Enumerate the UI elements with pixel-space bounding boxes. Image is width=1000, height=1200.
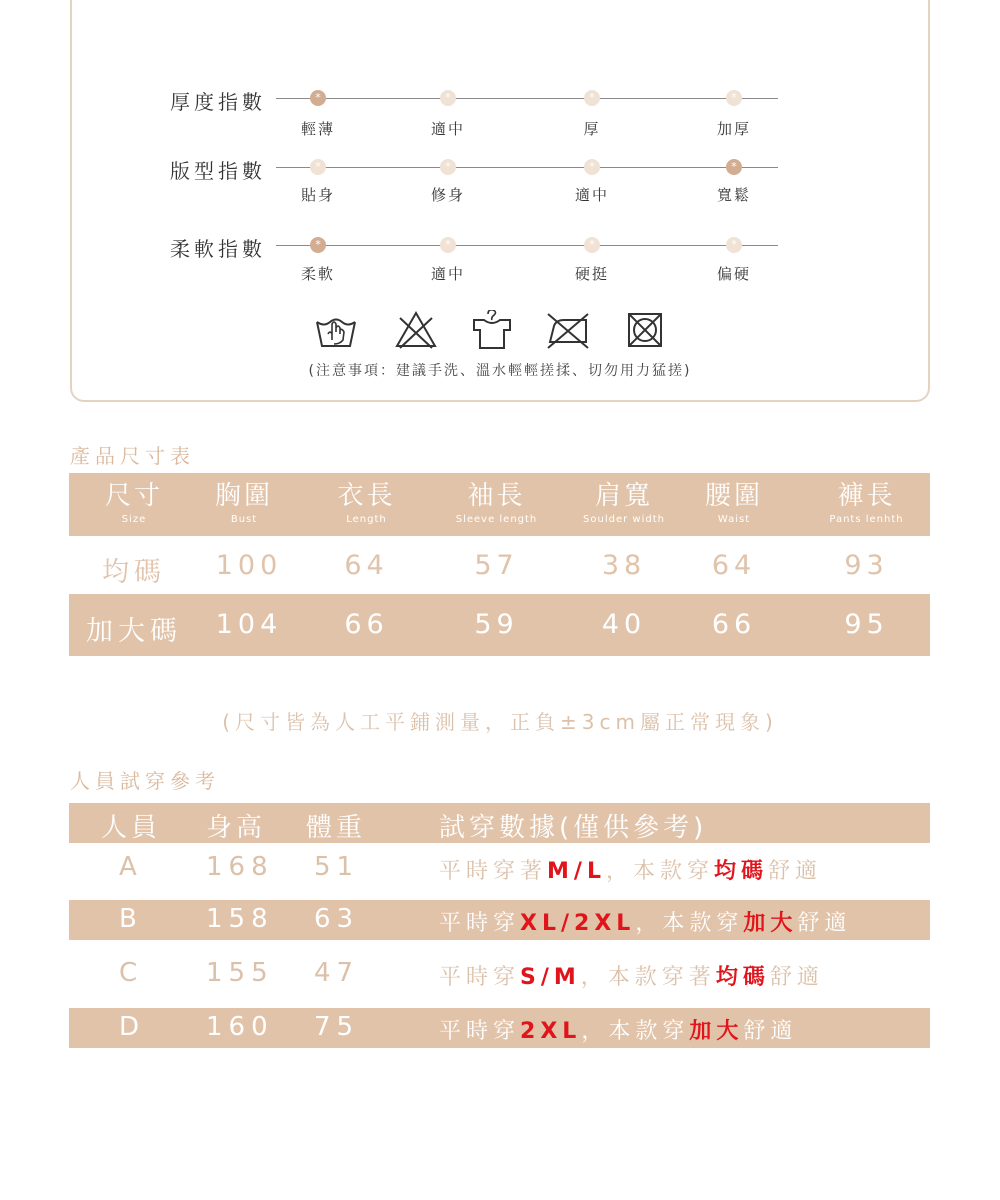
person-cell: B — [119, 904, 143, 934]
fitting-header — [69, 803, 930, 843]
scale-option: 厚 — [583, 120, 601, 138]
scale-dot: * — [440, 90, 456, 106]
size-table-row — [69, 594, 930, 656]
scale-dot: * — [584, 159, 600, 175]
scale-dot: * — [584, 237, 600, 253]
fitting-header-cell: 試穿數據(僅供參考) — [439, 813, 708, 843]
size-cell: 加大碼 — [86, 616, 182, 647]
header-cell: 褲長 Pants lenhth — [829, 481, 904, 525]
fitting-row — [69, 848, 930, 888]
fitting-header-cell: 人員 — [101, 813, 162, 843]
fitting-row — [69, 900, 930, 940]
size-cell: 104 — [215, 609, 283, 640]
person-cell: D — [119, 1012, 146, 1042]
scale-option: 適中 — [430, 120, 465, 138]
scale-line — [276, 98, 778, 99]
size-cell: 93 — [844, 550, 889, 581]
size-cell: 66 — [344, 609, 389, 640]
fitting-comment: 平時穿S/M，本款穿著均碼舒適 — [439, 965, 824, 990]
hand-wash-icon — [314, 310, 358, 350]
scale-option: 硬挺 — [574, 265, 609, 283]
scale-dot: * — [584, 90, 600, 106]
fitting-header-cell: 體重 — [306, 813, 367, 843]
size-cell: 64 — [711, 550, 757, 581]
scale-option: 偏硬 — [716, 265, 751, 283]
scale-dot-selected: * — [726, 159, 742, 175]
size-cell: 66 — [711, 609, 757, 640]
scale-label: 厚度指數 — [170, 90, 266, 114]
size-cell: 均碼 — [102, 557, 166, 588]
scale-option: 輕薄 — [300, 120, 335, 138]
scale-dot: * — [726, 237, 742, 253]
size-cell: 38 — [601, 550, 647, 581]
scale-option: 寬鬆 — [716, 186, 751, 204]
care-note: (注意事項：建議手洗、溫水輕輕搓揉、切勿用力猛搓) — [308, 363, 692, 379]
size-table-header — [69, 473, 930, 536]
fitting-header-cell: 身高 — [206, 813, 267, 843]
scale-line — [276, 167, 778, 168]
fitting-title: 人員試穿參考 — [70, 769, 220, 793]
size-cell: 59 — [474, 609, 519, 640]
scale-option: 修身 — [430, 186, 465, 204]
do-not-bleach-icon — [394, 310, 438, 350]
size-note: (尺寸皆為人工平鋪測量，正負±3cm屬正常現象) — [222, 710, 778, 734]
weight-cell: 63 — [314, 904, 360, 934]
header-cell: 胸圍 Bust — [214, 481, 273, 525]
scale-dot: * — [440, 159, 456, 175]
hang-dry-icon — [470, 310, 514, 350]
size-table-row — [69, 536, 930, 594]
header-cell: 袖長 Sleeve length — [455, 481, 538, 525]
scale-dot: * — [726, 90, 742, 106]
height-cell: 158 — [206, 904, 274, 934]
scale-dot-selected: * — [310, 90, 326, 106]
weight-cell: 47 — [314, 958, 360, 988]
size-table-title: 產品尺寸表 — [70, 444, 195, 468]
person-cell: C — [119, 958, 144, 988]
weight-cell: 75 — [314, 1012, 360, 1042]
header-cell: 衣長 Length — [337, 481, 396, 525]
size-cell: 40 — [601, 609, 647, 640]
header-cell: 肩寬 Soulder width — [583, 481, 665, 525]
scale-label: 版型指數 — [170, 159, 266, 183]
weight-cell: 51 — [314, 852, 360, 882]
scale-option: 適中 — [430, 265, 465, 283]
size-cell: 100 — [215, 550, 283, 581]
fitting-comment: 平時穿XL/2XL，本款穿加大舒適 — [439, 911, 852, 936]
person-cell: A — [119, 852, 143, 882]
size-cell: 64 — [344, 550, 389, 581]
do-not-tumble-dry-icon — [625, 310, 665, 350]
height-cell: 168 — [206, 852, 274, 882]
do-not-iron-icon — [544, 310, 592, 350]
fitting-comment: 平時穿著M/L，本款穿均碼舒適 — [439, 859, 823, 884]
size-cell: 95 — [844, 609, 889, 640]
scale-option: 貼身 — [300, 186, 335, 204]
header-cell: 腰圍 Waist — [704, 481, 763, 525]
fitting-row — [69, 1008, 930, 1048]
scale-dot: * — [440, 237, 456, 253]
scale-dot-selected: * — [310, 237, 326, 253]
size-cell: 57 — [474, 550, 519, 581]
scale-label: 柔軟指數 — [170, 237, 266, 261]
fitting-comment: 平時穿2XL，本款穿加大舒適 — [439, 1019, 798, 1044]
scale-line — [276, 245, 778, 246]
scale-option: 適中 — [574, 186, 609, 204]
height-cell: 155 — [206, 958, 274, 988]
scale-option: 柔軟 — [300, 265, 335, 283]
scale-dot: * — [310, 159, 326, 175]
fitting-row — [69, 954, 930, 994]
header-cell: 尺寸 Size — [104, 481, 163, 525]
height-cell: 160 — [206, 1012, 274, 1042]
scale-option: 加厚 — [716, 120, 751, 138]
